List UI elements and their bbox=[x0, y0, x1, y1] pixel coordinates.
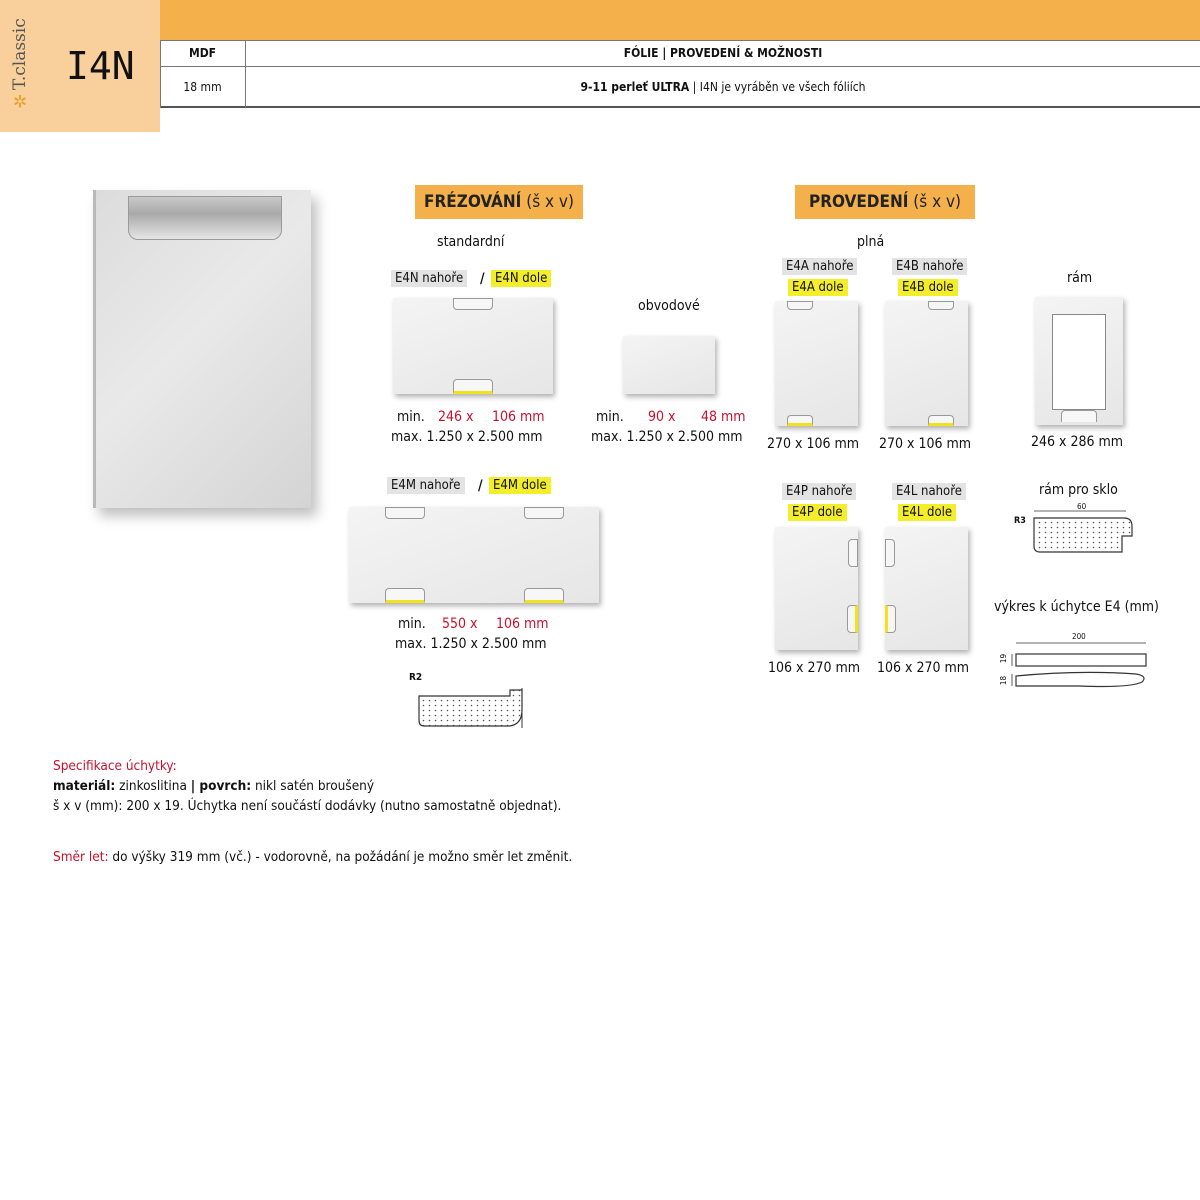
e4b-top-tag: E4B nahoře bbox=[892, 258, 967, 275]
glass-frame-label: rám pro sklo bbox=[1039, 482, 1118, 498]
handle-slot-bottom bbox=[1061, 410, 1097, 422]
handle-slot-bottom bbox=[928, 415, 954, 426]
perimeter-label: obvodové bbox=[638, 298, 700, 314]
frame-dimensions: 246 x 286 mm bbox=[1031, 434, 1124, 450]
frezovani-title: FRÉZOVÁNÍ (š x v) bbox=[415, 185, 583, 219]
handle-slot-left-top bbox=[885, 539, 895, 567]
handle-drawing-label: výkres k úchytce E4 (mm) bbox=[994, 599, 1159, 615]
table-cell-thickness: 18 mm bbox=[183, 80, 222, 94]
e4b-dimensions: 270 x 106 mm bbox=[879, 436, 972, 452]
e4p-top-tag: E4P nahoře bbox=[782, 483, 856, 500]
e4p-bottom-tag: E4P dole bbox=[788, 504, 847, 521]
handle-slot-top-left bbox=[385, 507, 425, 519]
slash: / bbox=[478, 478, 483, 494]
perimeter-max: max. 1.250 x 2.500 mm bbox=[591, 429, 743, 445]
table-header-folie: FÓLIE | PROVEDENÍ & MOŽNOSTI bbox=[623, 46, 823, 60]
handle-slot-top bbox=[787, 301, 813, 310]
handle-height1-label: 19 bbox=[999, 653, 1009, 664]
glass-radius-label: R3 bbox=[1014, 516, 1026, 526]
door-handle bbox=[128, 196, 282, 240]
e4n-max: max. 1.250 x 2.500 mm bbox=[391, 429, 543, 445]
product-code: I4N bbox=[66, 44, 135, 88]
table-header-mdf: MDF bbox=[188, 46, 217, 60]
slash: / bbox=[480, 271, 485, 287]
handle-slot-right-bottom bbox=[847, 605, 858, 633]
spec-title: Specifikace úchytky: bbox=[53, 758, 177, 774]
e4m-bottom-tag: E4M dole bbox=[489, 477, 551, 494]
spec-size-line: š x v (mm): 200 x 19. Úchytka není součástí dodávky (nutno samostatně objednat). bbox=[53, 798, 562, 814]
e4n-min-height: 106 mm bbox=[492, 409, 545, 425]
perimeter-min-label: min. bbox=[596, 409, 624, 425]
e4l-panel bbox=[885, 527, 968, 650]
e4n-panel bbox=[393, 298, 553, 394]
handle-slot-right-top bbox=[848, 539, 858, 567]
e4n-min-label: min. bbox=[397, 409, 425, 425]
handle-slot-bottom bbox=[453, 379, 493, 394]
e4a-panel bbox=[775, 301, 858, 426]
perimeter-min-height: 48 mm bbox=[701, 409, 746, 425]
handle-slot-top bbox=[453, 298, 493, 310]
e4n-bottom-tag: E4N dole bbox=[491, 270, 551, 287]
e4m-top-tag: E4M nahoře bbox=[387, 477, 465, 494]
handle-slot-bottom-left bbox=[385, 588, 425, 603]
e4m-min-height: 106 mm bbox=[496, 616, 549, 632]
provedeni-title: PROVEDENÍ (š x v) bbox=[795, 185, 975, 219]
frame-panel bbox=[1035, 297, 1123, 425]
e4a-dimensions: 270 x 106 mm bbox=[767, 436, 860, 452]
e4m-min-width: 550 x bbox=[442, 616, 478, 632]
e4a-bottom-tag: E4A dole bbox=[788, 279, 848, 296]
glass-frame-profile-drawing bbox=[1026, 506, 1138, 558]
grain-direction-line: Směr let: do výšky 319 mm (vč.) - vodorovně, na požádání je možno směr let změnit. bbox=[53, 849, 573, 865]
e4b-panel bbox=[885, 301, 968, 426]
frame-label: rám bbox=[1067, 270, 1093, 286]
handle-technical-drawing bbox=[1010, 640, 1150, 692]
e4b-bottom-tag: E4B dole bbox=[898, 279, 958, 296]
handle-slot-top-right bbox=[524, 507, 564, 519]
full-label: plná bbox=[857, 234, 885, 250]
handle-slot-left-bottom bbox=[885, 605, 896, 633]
e4l-bottom-tag: E4L dole bbox=[898, 504, 956, 521]
brand-logo: ✲T.classic bbox=[10, 18, 30, 110]
e4m-max: max. 1.250 x 2.500 mm bbox=[395, 636, 547, 652]
perimeter-panel bbox=[623, 336, 715, 394]
e4p-dimensions: 106 x 270 mm bbox=[768, 660, 861, 676]
e4n-min-width: 246 x bbox=[438, 409, 474, 425]
spec-material-line: materiál: zinkoslitina | povrch: nikl satén broušený bbox=[53, 778, 375, 794]
e4m-min-label: min. bbox=[398, 616, 426, 632]
header-band bbox=[0, 0, 1200, 40]
frame-opening bbox=[1052, 314, 1106, 410]
table-cell-description: 9-11 perleť ULTRA | I4N je vyráběn ve všech fóliích bbox=[580, 80, 866, 94]
handle-slot-top bbox=[928, 301, 954, 310]
e4l-dimensions: 106 x 270 mm bbox=[877, 660, 970, 676]
e4l-top-tag: E4L nahoře bbox=[892, 483, 966, 500]
handle-height2-label: 18 bbox=[999, 675, 1009, 686]
edge-radius-label: R2 bbox=[409, 672, 423, 683]
standard-label: standardní bbox=[437, 234, 505, 250]
e4n-top-tag: E4N nahoře bbox=[391, 270, 467, 287]
e4p-panel bbox=[775, 527, 858, 650]
perimeter-min-width: 90 x bbox=[648, 409, 676, 425]
handle-slot-bottom-right bbox=[524, 588, 564, 603]
e4a-top-tag: E4A nahoře bbox=[782, 258, 857, 275]
handle-slot-bottom bbox=[787, 415, 813, 426]
edge-profile-drawing bbox=[416, 684, 528, 732]
glass-width-label: 60 bbox=[1077, 502, 1087, 511]
brand-star-icon: ✲ bbox=[10, 90, 30, 110]
e4m-panel bbox=[349, 507, 599, 603]
handle-length-label: 200 bbox=[1072, 632, 1086, 641]
